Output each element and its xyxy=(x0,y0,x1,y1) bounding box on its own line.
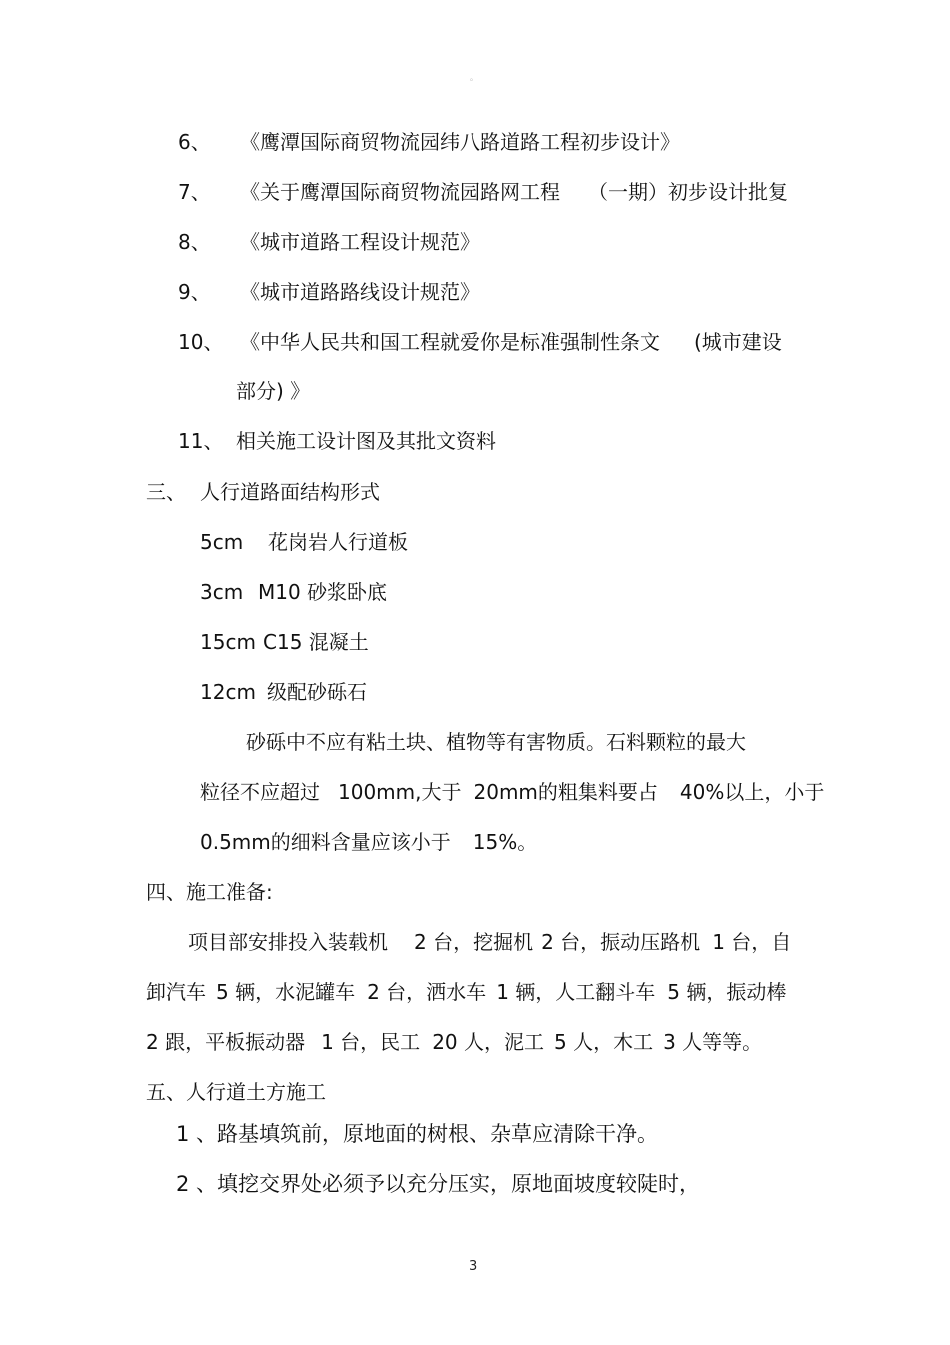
note-line: 砂砾中不应有粘土块、植物等有害物质。石料颗粒的最大 xyxy=(246,730,746,754)
note-value: 20mm xyxy=(473,780,538,804)
layer-thickness: 15cm xyxy=(200,630,256,654)
layer-row xyxy=(200,530,408,554)
reference-text: 相关施工设计图及其批文资料 xyxy=(236,429,496,453)
reference-text: 《城市道路路线设计规范》 xyxy=(240,280,480,304)
layer-thickness: 12cm xyxy=(200,680,256,704)
note-value: 15%。 xyxy=(472,830,538,854)
layer-material: 级配砂砾石 xyxy=(267,680,367,704)
para-seg: 2 台，挖掘机 xyxy=(414,930,534,954)
reference-item xyxy=(178,280,480,304)
reference-continuation: 部分) 》 xyxy=(236,379,311,403)
reference-item xyxy=(178,330,782,354)
layer-row xyxy=(200,680,367,704)
note-text: 粒径不应超过 xyxy=(200,780,320,804)
layer-material: C15 混凝土 xyxy=(263,630,369,654)
paragraph-line xyxy=(188,930,791,954)
reference-text: 《中华人民共和国工程就爱你是标准强制性条文 xyxy=(240,330,660,354)
para-seg: 2 台，洒水车 xyxy=(367,980,487,1004)
note-text: 以上，小于 xyxy=(724,780,825,804)
para-seg: 项目部安排投入装载机 xyxy=(188,930,388,954)
para-seg: 5 辆，振动棒 xyxy=(667,980,787,1004)
reference-item xyxy=(178,429,496,453)
section-title: 人行道路面结构形式 xyxy=(200,480,380,504)
reference-item xyxy=(178,130,680,154)
reference-number: 8、 xyxy=(178,230,211,254)
para-seg: 1 辆，人工翻斗车 xyxy=(496,980,656,1004)
para-seg: 5 人，木工 xyxy=(554,1030,654,1054)
layer-material: 花岗岩人行道板 xyxy=(268,530,408,554)
layer-thickness: 5cm xyxy=(200,530,244,554)
list-item: 2 、填挖交界处必须予以充分压实，原地面坡度较陡时， xyxy=(176,1172,701,1196)
list-item: 1 、路基填筑前，原地面的树根、杂草应清除干净。 xyxy=(176,1122,659,1146)
para-seg: 5 辆，水泥罐车 xyxy=(216,980,356,1004)
layer-row xyxy=(200,630,369,654)
para-seg: 2 跟，平板振动器 xyxy=(146,1030,306,1054)
reference-text: 《鹰潭国际商贸物流园纬八路道路工程初步设计》 xyxy=(240,130,680,154)
para-seg: 卸汽车 xyxy=(146,980,206,1004)
note-value: 0.5mm xyxy=(200,830,271,854)
note-line xyxy=(200,830,537,854)
reference-number: 10、 xyxy=(178,330,224,354)
note-text: 的细料含量应该小于 xyxy=(270,830,451,854)
layer-row xyxy=(200,580,387,604)
section-heading xyxy=(146,480,380,504)
para-seg: 2 台，振动压路机 xyxy=(541,930,701,954)
reference-text-cont: (城市建设 xyxy=(694,330,782,354)
reference-number: 11、 xyxy=(178,429,224,453)
para-seg: 3 人等等。 xyxy=(663,1030,763,1054)
reference-item xyxy=(178,180,788,204)
note-value: 40% xyxy=(679,780,725,804)
para-seg: 1 台，自 xyxy=(712,930,792,954)
header-mark: 。 xyxy=(470,73,478,82)
layer-material: M10 砂浆卧底 xyxy=(258,580,388,604)
reference-number: 7、 xyxy=(178,180,211,204)
page-number: 3 xyxy=(469,1259,478,1274)
note-line xyxy=(200,780,824,804)
section-number: 三、 xyxy=(146,480,186,504)
reference-text-cont: （一期）初步设计批复 xyxy=(588,180,788,204)
para-seg: 20 人，泥工 xyxy=(432,1030,544,1054)
reference-text: 《城市道路工程设计规范》 xyxy=(240,230,480,254)
reference-number: 6、 xyxy=(178,130,211,154)
paragraph-line xyxy=(146,1030,762,1054)
note-text: 大于 xyxy=(421,780,462,804)
layer-thickness: 3cm xyxy=(200,580,244,604)
paragraph-line xyxy=(146,980,786,1004)
section-heading: 四、施工准备: xyxy=(146,880,273,904)
para-seg: 1 台，民工 xyxy=(321,1030,421,1054)
section-heading: 五、人行道土方施工 xyxy=(146,1080,326,1104)
note-value: 100mm, xyxy=(338,780,422,804)
reference-text: 《关于鹰潭国际商贸物流园路网工程 xyxy=(240,180,560,204)
reference-number: 9、 xyxy=(178,280,211,304)
note-text: 的粗集料要占 xyxy=(537,780,658,804)
reference-item xyxy=(178,230,480,254)
